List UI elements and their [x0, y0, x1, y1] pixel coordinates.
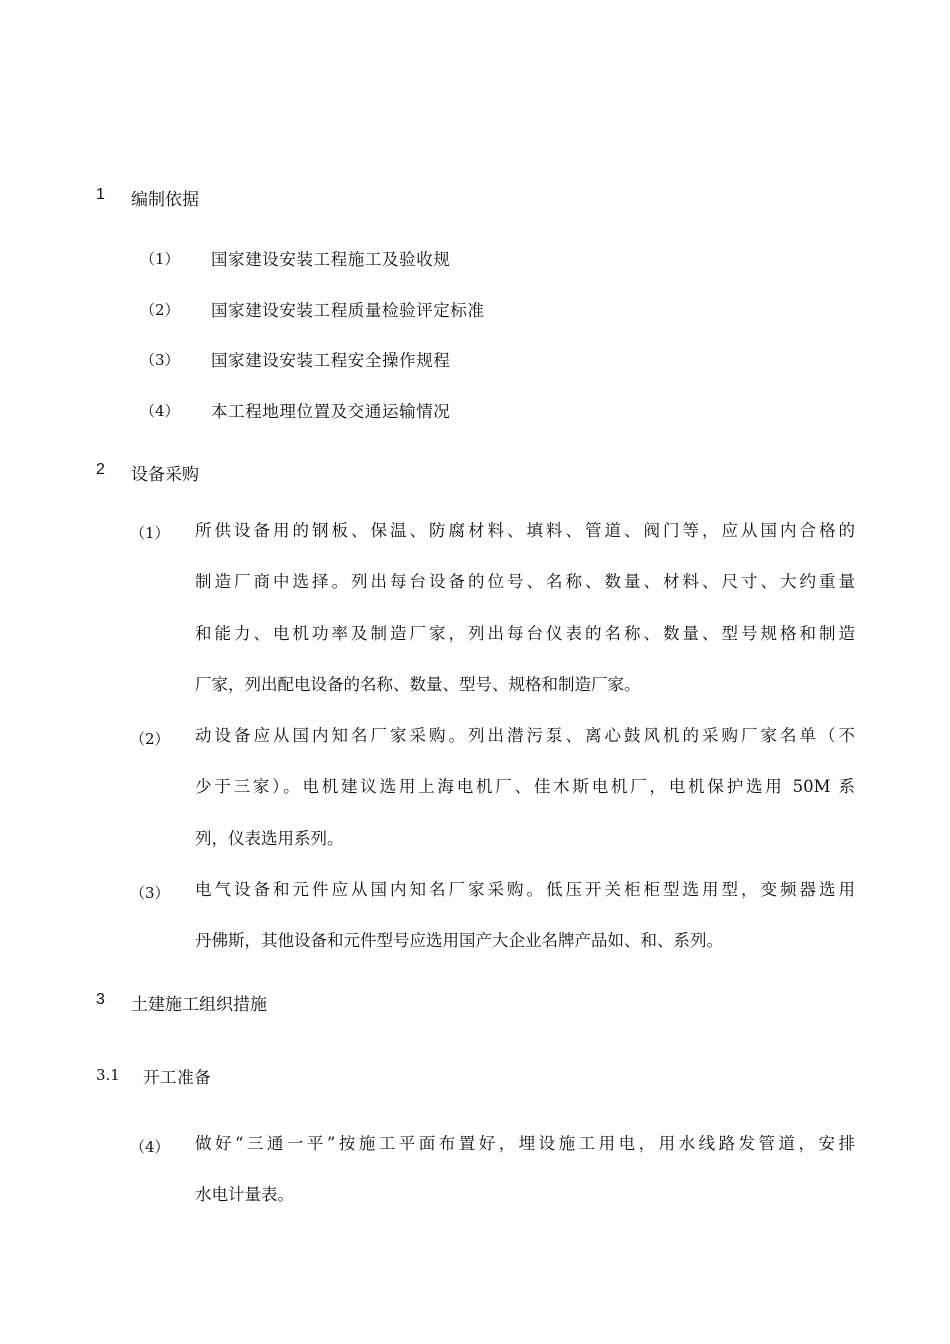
procurement-item-3-text: [195, 864, 855, 967]
section-2-title: 设备采购: [131, 465, 199, 485]
subsection-title: 开工准备: [143, 1068, 212, 1087]
prep-item-4-text: [195, 1118, 855, 1221]
text-line: 厂家，列出配电设备的名称、数量、型号、规格和制造厂家。: [195, 674, 641, 694]
text-line: 水电计量表。: [195, 1185, 294, 1205]
procurement-item-2-number: （2）: [130, 730, 170, 748]
text-line: 丹佛斯，其他设备和元件型号应选用国产大企业名牌产品如、和、系列。: [195, 931, 723, 951]
text-line: 少于三家）。电机建议选用上海电机厂、佳木斯电机厂，电机保护选用 50M 系: [195, 777, 855, 797]
text-line: 和能力、电机功率及制造厂家，列出每台仪表的名称、数量、型号规格和制造: [195, 623, 855, 643]
basis-item-1-number: （1）: [140, 250, 180, 268]
basis-item-4-text: 本工程地理位置及交通运输情况: [211, 402, 451, 421]
basis-item-4-number: （4）: [140, 402, 180, 420]
basis-item-2-text: 国家建设安装工程质量检验评定标准: [211, 301, 485, 320]
text-line: 列，仪表选用系列。: [195, 828, 344, 848]
basis-item-2-number: （2）: [140, 301, 180, 319]
section-3-number: 3: [96, 991, 105, 1008]
section-3-title: 土建施工组织措施: [131, 995, 267, 1015]
procurement-item-2-text: [195, 710, 855, 864]
section-1-title: 编制依据: [131, 190, 199, 210]
basis-item-3-number: （3）: [140, 351, 180, 369]
text-line: 动设备应从国内知名厂家采购。列出潜污泵、离心鼓风机的采购厂家名单（不: [195, 726, 855, 745]
section-2-number: 2: [96, 461, 105, 478]
basis-item-1-text: 国家建设安装工程施工及验收规: [211, 250, 451, 269]
text-line: 电气设备和元件应从国内知名厂家采购。低压开关柜柜型选用型，变频器选用: [195, 880, 855, 899]
text-line: 制造厂商中选择。列出每台设备的位号、名称、数量、材料、尺寸、大约重量: [195, 572, 855, 592]
prep-item-4-number: （4）: [130, 1138, 170, 1156]
basis-item-3-text: 国家建设安装工程安全操作规程: [211, 351, 451, 370]
text-line: 所供设备用的钢板、保温、防腐材料、填料、管道、阀门等，应从国内合格的: [195, 521, 855, 540]
section-1-number: 1: [96, 186, 105, 203]
subsection-number: 3.1: [96, 1066, 120, 1084]
procurement-item-3-number: （3）: [130, 884, 170, 902]
procurement-item-1-text: [195, 505, 855, 710]
procurement-item-1-number: （1）: [130, 524, 170, 542]
text-line: 做好“三通一平”按施工平面布置好，埋设施工用电，用水线路发管道，安排: [195, 1134, 855, 1153]
